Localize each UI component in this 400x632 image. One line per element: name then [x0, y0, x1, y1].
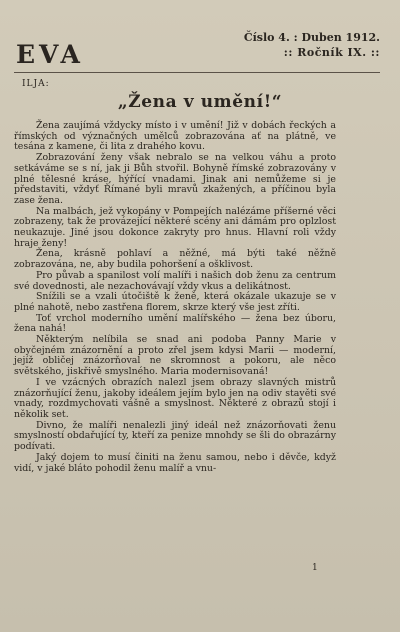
paragraph: Toť vrchol moderního umění malířského — žena bez úboru, žena nahá! [14, 312, 336, 335]
paragraph: Žena, krásně pohlaví a něžné, má býti také něžně zobrazována, ne, aby budila pohoršení a ošklivost. [14, 248, 336, 271]
article-author: ILJA: [22, 79, 50, 89]
paragraph: Divno, že malíři nenalezli jiný ideál než znázorňovati ženu smyslností obdařující ty, kteří za penize mnohdy se šli do obrazárny podívati. [14, 419, 336, 453]
volume-line: :: Ročník IX. :: [283, 46, 380, 59]
paragraph: Pro půvab a spanilost volí malíři i našich dob ženu za centrum své dovednosti, ale nezachovávají vždy vkus a delikátnost. [14, 269, 336, 292]
article-title: „Žena v umění!“ [117, 92, 283, 112]
page-number: 1 [312, 563, 318, 573]
article-body [14, 121, 336, 474]
paragraph: Žena zaujímá vždycky místo i v umění! Již v dobách řeckých a římských od význačných umělců zobrazována ať na plátně, ve tesána z kamene, či lita z drahého kovu. [14, 120, 336, 153]
paragraph: Zobrazování ženy však nebralo se na velkou váhu a proto setkáváme se s ní, jak ji Bůh stvořil. Bohyně římské zobrazovány v plné tělesné kráse, hýřící vnadami. Jinak ani nemůžeme si je představiti, vždyť Římané byli mravů zkažených, a příčinou byla zase žena. [14, 152, 336, 206]
paragraph: Některým nelíbila se snad ani podoba Panny Marie v obyčejném znázornění a proto zřel jsem kdysi Marii — moderní, jejíž obličej znázorňoval ne skromnost a pokoru, ale něco světského, jiskřivě smyslného. Maria modernisovaná! [14, 334, 336, 378]
issue-info [244, 30, 380, 60]
paragraph: Jaký dojem to musí činiti na ženu samou, nebo i děvče, když vidí, v jaké bláto pohodil ženu malíř a vnu- [14, 451, 336, 474]
masthead [16, 30, 380, 70]
header-rule [14, 72, 380, 73]
paragraph: Snížili se a vzali útočiště k ženě, která okázale ukazuje se v plné nahotě, nebo zastřena florem, skrze který vše jest zříti. [14, 291, 336, 313]
magazine-logo: EVA [16, 40, 84, 69]
issue-line: Číslo 4. : Duben 1912. [243, 31, 380, 44]
paragraph: Na malbách, jež vykopány v Pompejích nalézáme příšerné věci zobrazeny, tak že provázející některé scény ani dámám pro oplzlost neukazuje. Jiné jsou dokonce zakryty pro hnus. Hlavní roli vždy hraje ženy! [14, 205, 336, 249]
paragraph: I ve vzácných obrazích nalezl jsem obrazy slavných mistrů znázorňující ženu, jakoby ideálem jejím bylo jen na odiv stavěti své vnady, rozdmychovati vášně a smyslnost. Některé z obrazů stojí i několik set. [14, 376, 336, 420]
